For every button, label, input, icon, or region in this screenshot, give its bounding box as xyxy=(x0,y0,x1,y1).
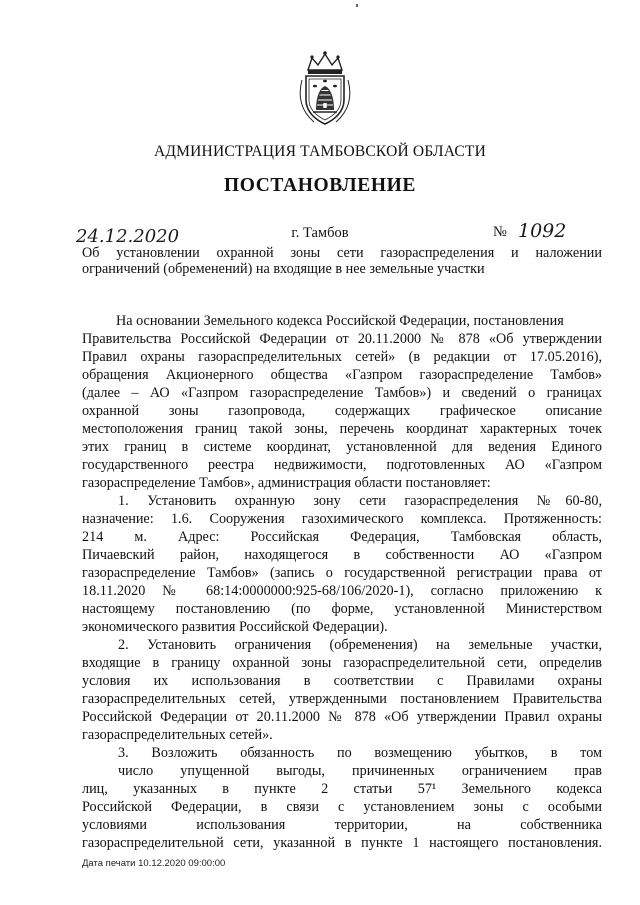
text-line: условия их использования в соответствии с Правилами охраны xyxy=(82,673,602,689)
text-line: 3. Возложить обязанность по возмещению убытков, в том xyxy=(118,745,602,761)
text-line: 18.11.2020 № 68:14:0000000:925-68/106/2020-1), согласно приложению к xyxy=(82,583,602,599)
text-line: охранной зоны газопровода, содержащих графическое описание xyxy=(82,403,602,419)
number-label: № xyxy=(493,224,507,240)
text-line: Правительства Российской Федерации от 20.11.2000 № 878 «Об утверждении xyxy=(82,331,602,347)
coat-of-arms-emblem xyxy=(294,50,356,126)
text-line: Правил охраны газораспределительных сетей» (в редакции от 17.05.2016), xyxy=(82,349,602,365)
scan-speck xyxy=(356,4,358,7)
document-city: г. Тамбов xyxy=(291,225,349,241)
subject-line: ограничений (обременений) на входящие в нее земельные участки xyxy=(82,261,485,277)
text-line: Российской Федерации, в связи с установлением зоны с особыми xyxy=(82,799,602,815)
text-line: назначение: 1.6. Сооружения газохимического комплекса. Протяженность: xyxy=(82,511,602,527)
text-line: обращения Акционерного общества «Газпром газораспределение Тамбов» xyxy=(82,367,602,383)
text-line: 214 м. Адрес: Российская Федерация, Тамбовская область, xyxy=(82,529,602,545)
text-line: 1. Установить охранную зону сети газораспределения №60-80, xyxy=(118,493,602,509)
text-line: (далее – АО «Газпром газораспределение Тамбов») и сведений о границах xyxy=(82,385,602,401)
text-line: число упущенной выгоды, причиненных ограничением прав xyxy=(118,763,602,779)
text-line: настоящему постановлению (по форме, установленной Министерством xyxy=(82,601,602,617)
text-line: газораспределение Тамбов», администрация области постановляет: xyxy=(82,475,491,491)
text-line: газораспределительных сетей, утвержденными постановлением Правительства xyxy=(82,691,602,707)
text-line: государственного реестра недвижимости, подготовленных АО «Газпром xyxy=(82,457,602,473)
text-line: входящие в границу охранной зоны газораспределительной сети, определив xyxy=(82,655,602,671)
print-date-footer: Дата печати 10.12.2020 09:00:00 xyxy=(82,858,226,869)
text-line: экономического развития Российской Федерации). xyxy=(82,619,388,635)
subject-line: Об установлении охранной зоны сети газораспределения и наложении xyxy=(82,245,602,261)
text-line: газораспределение Тамбов» (запись о государственной регистрации права от xyxy=(82,565,602,581)
text-line: газораспределительной сети, указанной в пункте 1 настоящего постановления. xyxy=(82,835,602,851)
text-line: На основании Земельного кодекса Российской Федерации, постановления xyxy=(116,313,564,329)
document-type-title: ПОСТАНОВЛЕНИЕ xyxy=(223,175,417,196)
text-line: лиц, указанных в пункте 2 статьи 57¹ Земельного кодекса xyxy=(82,781,602,797)
text-line: 2. Установить ограничения (обременения) на земельные участки, xyxy=(118,637,602,653)
text-line: Пичаевский район, находящегося в собственности АО «Газпром xyxy=(82,547,602,563)
document-number: 1092 xyxy=(518,220,567,242)
organization-name: АДМИНИСТРАЦИЯ ТАМБОВСКОЙ ОБЛАСТИ xyxy=(154,143,486,160)
text-line: этих границ в системе координат, установленной для ведения Единого xyxy=(82,439,602,455)
text-line: газораспределительных сетей». xyxy=(82,727,273,743)
text-line: местоположения границ такой зоны, перечень координат характерных точек xyxy=(82,421,602,437)
document-date: 24.12.2020 xyxy=(76,226,180,247)
text-line: Российской Федерации от 20.11.2000 № 878 «Об утверждении Правил охраны xyxy=(82,709,602,725)
text-line: условиями использования территории, на собственника xyxy=(82,817,602,833)
